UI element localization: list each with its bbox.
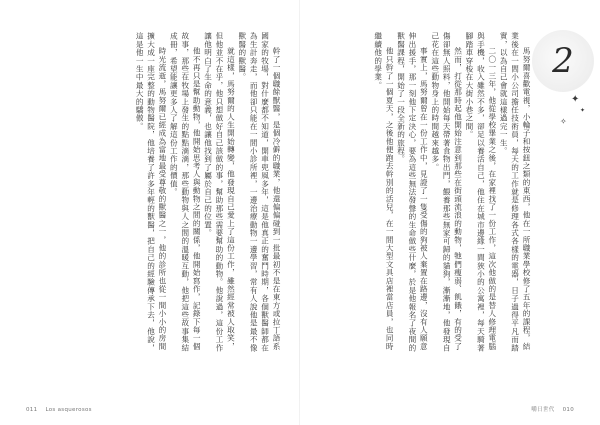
left-page-footer [26,407,98,413]
page-number: 010 [562,407,574,413]
right-page-footer [531,405,580,413]
page-number: 011 [26,407,38,413]
paragraph: 他只幹了一個夏天，之後他便跑去幹別的活兒，在一間大型文具店裡當店員，也同時繼續他的學業。 [373,32,395,351]
paragraph: 然而，打從那時起他開始注意到那些在街頭流浪的動物，牠們瘦弱、飢餓，有的受了傷卻無人照料，他開始每天帶著食物出門，餵養那些無家可歸的貓狗，漸漸地，他發現自己花在這些動物身上的時間越來越多。 [430,32,463,352]
star-sparkle-icon: ✦ [580,107,586,114]
paragraph: 時光流逝，馬努爾已經成為當地最受尊敬的獸醫之一，他的診所也從一間小小的房間擴大成一座完整的動物醫院，他培養了許多年輕的獸醫，把自己的經驗傳承下去，他說，這是他一生中最大的驕傲。 [135,32,167,352]
left-page-text [32,32,282,358]
chapter-number: 2 [552,41,574,81]
star-sparkle-icon: ✦ [571,94,580,105]
star-sparkle-icon: ✧ [560,117,567,126]
paragraph: 二〇一三年，他從學校畢業之後，在家裡找了一份工作，這次他做的是替人修理電腦與手機，收入雖然不多，卻足以養活自己，他住在城市邊緣一間狹小的公寓裡，每天騎著腳踏車穿梭在大街小巷之間。 [464,32,497,352]
right-page-text [314,32,532,358]
running-head: 嚼日世代 [531,407,555,413]
paragraph: 幹了一個職餘獸醫，是個冷僻的職業，他還偏偏碰到一批最初不是在東方或拉丁語系國家的牧場，對什麼都不知道，開車兜風多年，這是他真正的奮鬥時期，各個獸醫師都在為生計奔走，而他卻只能在一間小診所裡，一邊治療動物一邊學習，常有人說他是最不像獸醫的獸醫。 [237,32,281,352]
right-page [300,0,600,425]
paragraph: 馬努爾喜歡電視，小輪子和按鈕之類的東西，他在一所職業學校修了五年的課程，結業後在一間小公司擔任技術員，每天的工作就是修理各式各樣的電器，日子過得平凡而踏實，以為自己會就這樣過完一生。 [499,32,531,352]
paragraph: 他不再只是幫助動物，他開始思考人與動物之間的關係，他開始寫作，記錄下每一個故事，那些在牧場上發生的點點滴滴，那些動物與人之間的溫暖互動，他把這些故事集結成冊，希望能讓更多人了解這份工作的價值。 [169,32,202,352]
running-head: Los asquerosos [45,407,92,413]
chapter-badge [532,30,594,92]
paragraph: 就這樣，馬努爾的人生開始轉變，他發現自己愛上了這份工作，雖然經常被人取笑，但他並不在乎，他只想做好自己該做的事，幫助那些需要幫助的動物。他說過，這份工作讓他明白了生命的意義，也讓他找到了屬於自己的位置。 [203,32,236,352]
paragraph: 事實上，馬努爾曾在一份工作中，見證了一隻受傷的狗被人棄置在路邊，沒有人願意伸出援手，那一刻他下定決心，要為這些無法發聲的生命做些什麼，於是他報名了夜間的獸醫課程，開始了一段全新的旅程。 [396,32,429,352]
